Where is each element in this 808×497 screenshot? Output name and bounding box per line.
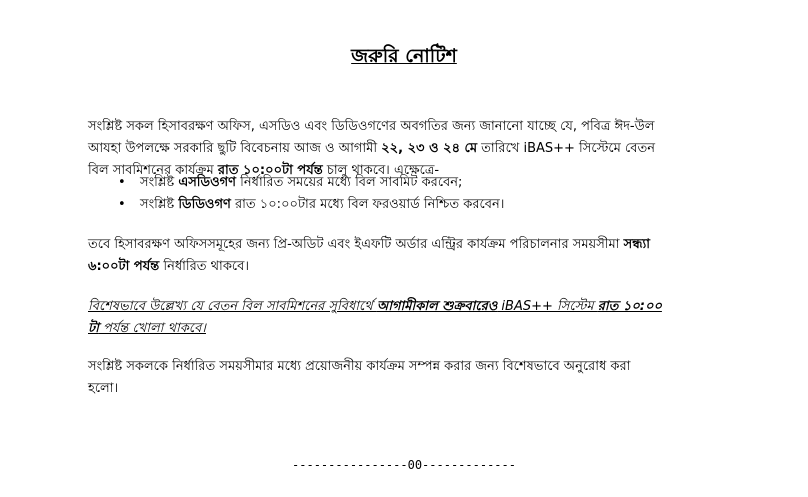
notice-paragraph-closing: [88, 356, 728, 400]
end-mark: ----------------00-------------: [292, 458, 516, 472]
notice-title: জরুরি নোটিশ: [351, 45, 457, 67]
special-emphasis: রাত ১০:০০: [597, 299, 662, 314]
preaudit-line-1: [88, 234, 728, 256]
list-item: [118, 172, 504, 194]
intro-line-1: সংশ্লিষ্ট সকল হিসাবরক্ষণ অফিস, এসডিও এবং ডিডিওগণের অবগতির জন্য জানানো যাচ্ছে যে, পবিত্র ঈদ-উল: [88, 119, 655, 134]
list-item-emphasis: এসডিওগণ: [178, 175, 237, 190]
intro-text: চালু থাকবে। এক্ষেত্রে-: [322, 163, 440, 178]
preaudit-emphasis: ৬:০০টা পর্যন্ত: [88, 259, 160, 274]
special-line-2: [88, 318, 728, 340]
list-item-text: সংশ্লিষ্ট: [140, 197, 179, 212]
special-text: বিশেষভাবে উল্লেখ্য যে বেতন বিল সাবমিশনের সুবিধার্থে: [88, 299, 377, 314]
special-emphasis: টা: [88, 321, 99, 336]
special-text: পর্যন্ত খোলা থাকবে।: [98, 321, 206, 336]
intro-text: আযহা উপলক্ষে সরকারি ছুটি বিবেচনায় আজ ও আগামী: [88, 141, 382, 156]
intro-text: বিল সাবমিশনের কার্যক্রম: [88, 163, 218, 178]
notice-paragraph-preaudit: [88, 234, 728, 278]
preaudit-text: তবে হিসাবরক্ষণ অফিসসমূহের জন্য প্রি-অডিট এবং ইএফটি অর্ডার এন্ট্রির কার্যক্রম পরিচালনার সময়সীমা: [88, 237, 624, 252]
instructions-list: [118, 172, 504, 216]
special-line-1: [88, 296, 728, 318]
closing-line-1: সংশ্লিষ্ট সকলকে নির্ধারিত সময়সীমার মধ্যে প্রয়োজনীয় কার্যক্রম সম্পন্ন করার জন্য বিশেষভাবে অনুরোধ করা: [88, 359, 631, 374]
holiday-dates: ২২, ২৩ ও ২৪ মে: [381, 141, 478, 156]
intro-line-2: [88, 138, 728, 160]
preaudit-emphasis: সন্ধ্যা: [623, 237, 651, 252]
list-item-emphasis: ডিডিওগণ: [178, 197, 231, 212]
list-item-text: রাত ১০:০০টার মধ্যে বিল ফরওয়ার্ড নিশ্চিত করবেন।: [230, 197, 505, 212]
special-text: iBAS++ সিস্টেম: [497, 299, 598, 314]
closing-line-2: হলো।: [88, 381, 119, 396]
preaudit-line-2: [88, 256, 728, 278]
deadline-time: রাত ১০:০০টা পর্যন্ত: [217, 163, 323, 178]
list-item-text: সংশ্লিষ্ট: [140, 175, 179, 190]
preaudit-text: নির্ধারিত থাকবে।: [159, 259, 250, 274]
list-item-text: নির্ধারিত সময়ের মধ্যে বিল সাবমিট করবেন;: [236, 175, 463, 190]
list-item: [118, 194, 504, 216]
special-emphasis: আগামীকাল শুক্রবারেও: [376, 299, 498, 314]
notice-paragraph-special: [88, 296, 728, 340]
intro-text: তারিখে iBAS++ সিস্টেমে বেতন: [477, 141, 655, 156]
